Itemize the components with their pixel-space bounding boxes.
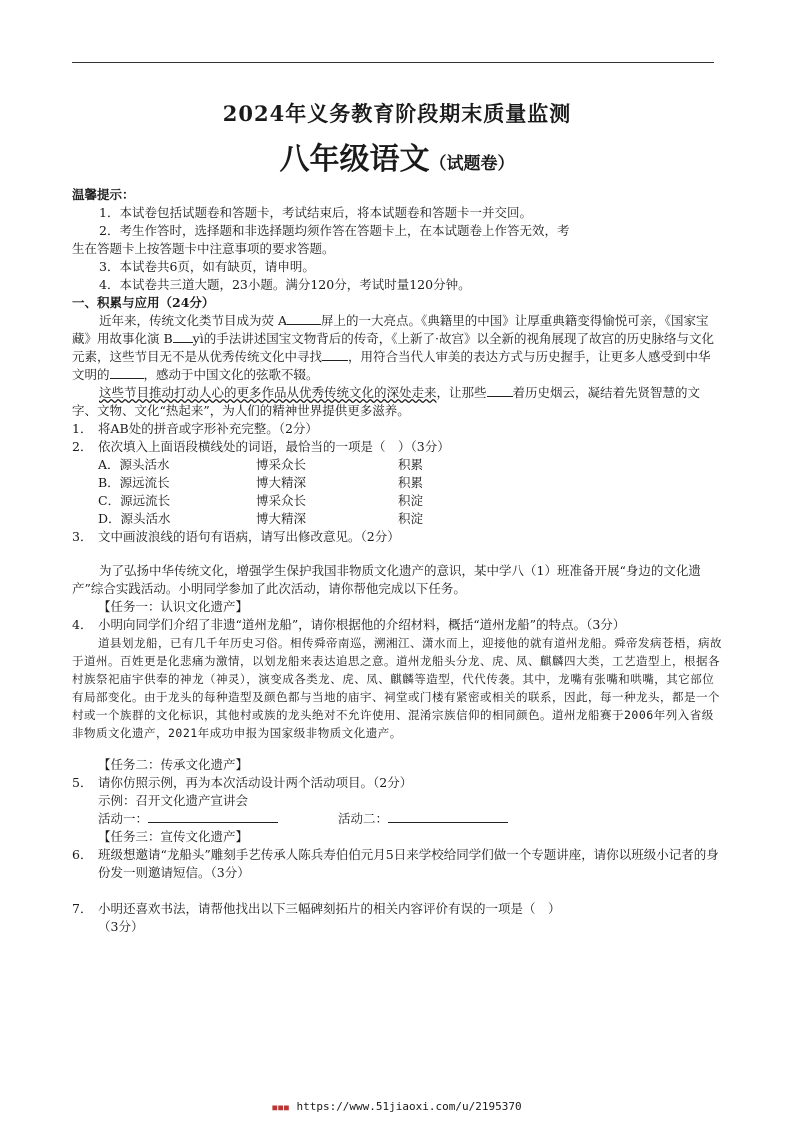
option-a: A．源头活水 博采众长 积累 [98, 457, 424, 472]
activity-intro: 为了弘扬中华传统文化，增强学生保护我国非物质文化遗产的意识，某中学八（1）班准备开展“身边的文化遗产”综合实践活动。小明同学参加了此次活动，请你帮他完成以下任务。 [72, 563, 701, 596]
activity-2-input[interactable] [388, 822, 508, 823]
tips-heading: 温馨提示： [72, 187, 135, 202]
footer-url[interactable]: https://www.51jiaoxi.com/u/2195370 [296, 1100, 522, 1113]
subject-title [0, 134, 794, 178]
activity-lines: 活动一： 活动二： [72, 810, 722, 828]
paper-type: （试题卷） [429, 154, 515, 174]
wavy-sentence: 这些节目推动打动人心的更多作品从优秀传统文化的深处走来 [99, 385, 437, 400]
question-4: 4． 小明向同学们介绍了非遗“道州龙船”，请你根据他的介绍材料，概括“道州龙船”的特点。（3分） [72, 617, 626, 632]
question-1: 1． 将AB处的拼音或字形补充完整。（2分） [72, 421, 318, 436]
example-text: 示例：召开文化遗产宣讲会 [98, 793, 249, 808]
section-heading: 一、积累与应用（24分） [72, 295, 215, 310]
blank-2 [110, 378, 144, 379]
page-footer [0, 1100, 794, 1113]
tip-item-1: 1．本试卷包括试题卷和答题卡，考试结束后，将本试题卷和答题卡一并交回。 [99, 205, 532, 220]
question-7: 7． 小明还喜欢书法，请帮他找出以下三幅碑刻拓片的相关内容评价有误的一项是（ ） [72, 901, 561, 916]
question-6: 6． 班级想邀请“龙船头”雕刻手艺传承人陈兵寿伯伯元月5日来学校给同学们做一个专题讲座，请你以班级小记者的身份发一则邀请短信。（3分） [72, 847, 719, 880]
task-3-heading: 【任务三：宣传文化遗产】 [98, 829, 249, 844]
blank-1 [322, 360, 348, 361]
tip-item-2-cont: 生在答题卡上按答题卡中注意事项的要求答题。 [72, 241, 335, 256]
blank-3 [487, 396, 513, 397]
passage-1: 近年来，传统文化类节目成为荧 A 屏上的一大亮点。《典籍里的中国》让厚重典籍变得愉悦可亲，《国家宝藏》用故事化演 B yì的手法讲述国宝文物背后的传奇，《上新了·故宫》以全新的视角展现了故宫的历史脉络与文化元素，这些节目无不是从优秀传统文化中寻找 ，用符合当代人审美的表达方式与历史握手，让更多人感受到中华文明的 ，感动于中国文化的弦歌不辍。 [72, 313, 714, 382]
tip-item-2: 2．考生作答时，选择题和非选择题均须作答在答题卡上，在本试题卷上作答无效，考 [99, 223, 570, 238]
tip-item-4: 4．本试卷共三道大题，23小题。满分120分，考试时量120分钟。 [99, 277, 471, 292]
exam-title: 2024年义务教育阶段期末质量监测 [222, 101, 572, 126]
option-d: D．源头活水 博大精深 积淀 [98, 511, 424, 526]
blank-b [173, 342, 193, 343]
task-1-heading: 【任务一：认识文化遗产】 [98, 599, 249, 614]
tip-item-3: 3．本试卷共6页，如有缺页，请申明。 [99, 259, 315, 274]
question-7-score: （3分） [98, 919, 144, 934]
question-2: 2． 依次填入上面语段横线处的词语，最恰当的一项是（ ）（3分） [72, 439, 450, 454]
top-rule [72, 62, 714, 63]
exam-content [72, 186, 722, 936]
task-2-heading: 【任务二：传承文化遗产】 [98, 757, 249, 772]
passage-2: 这些节目推动打动人心的更多作品从优秀传统文化的深处走来，让那些 着历史烟云，凝结着先贤智慧的文字、文物、文化“热起来”，为人们的精神世界提供更多滋养。 [72, 385, 701, 418]
activity-1-input[interactable] [148, 822, 278, 823]
blank-a [287, 324, 321, 325]
site-logo: ■■■ [272, 1103, 290, 1112]
option-c: C．源远流长 博采众长 积淀 [98, 493, 424, 508]
longboat-material: 道县划龙船，已有几千年历史习俗。相传舜帝南巡，溯湘江、潇水而上，迎接他的就有道州龙船。舜帝发病苍梧，病故于道州。百姓更是化悲痛为激情，以划龙船来表达追思之意。道州龙船头分龙、虎、凤、麒麟四大类，工艺造型上，根据各村族祭祀庙宇供奉的神龙（神灵），演变成各类龙、虎、凤、麒麟等造型，代代传袭。其中，龙嘴有张嘴和哄嘴，其它部位有局部变化。由于龙头的每种造型及颜色都与当地的庙宇、祠堂或门楼有紧密或相关的联系，因此，每一种龙头，都是一个村或一个族群的文化标识，其他村或族的龙头绝对不允许使用、混淆宗族信仰的相同颜色。道州龙船赛于2006年列入省级非物质文化遗产，2021年成功申报为国家级非物质文化遗产。 [72, 636, 722, 740]
subject-name: 八年级语文 [279, 142, 430, 177]
question-5: 5． 请你仿照示例，再为本次活动设计两个活动项目。（2分） [72, 775, 413, 790]
question-3: 3． 文中画波浪线的语句有语病，请写出修改意见。（2分） [72, 529, 400, 544]
option-b: B．源远流长 博大精深 积累 [98, 475, 424, 490]
